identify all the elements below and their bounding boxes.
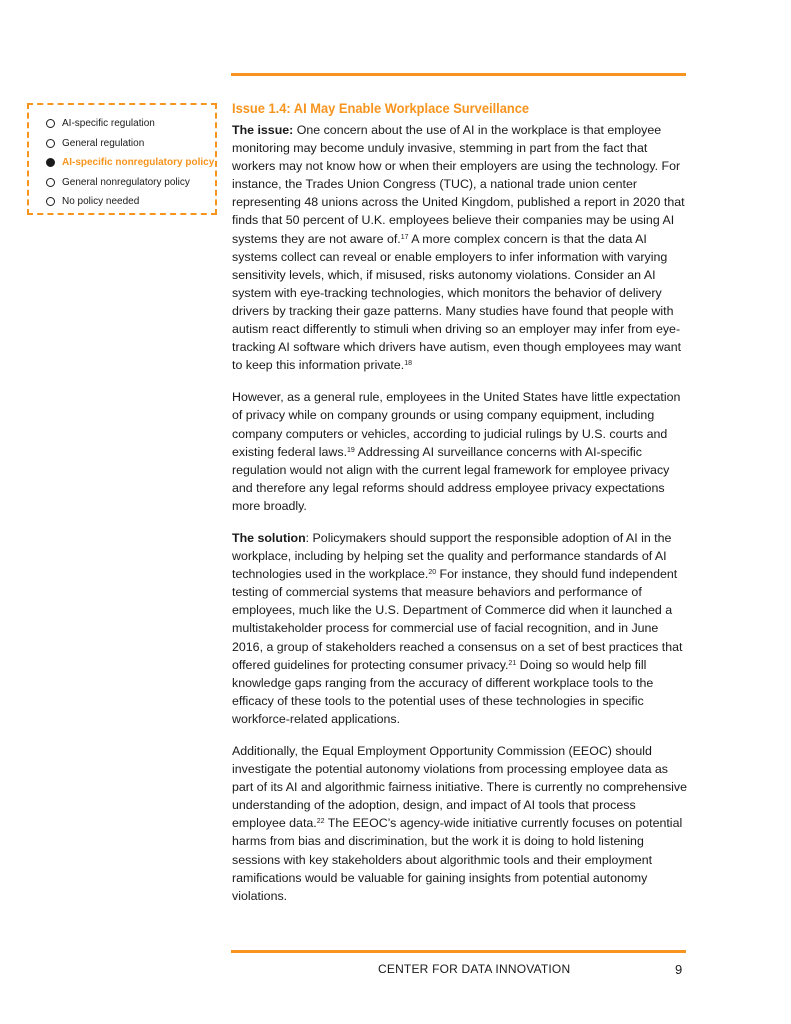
paragraph-text: Addressing AI surveillance concerns with AI-specific regulation would not align with the current legal framework for employee privacy and therefore any legal reforms should address employee privacy expectations more broadly. — [232, 444, 670, 513]
legend-item-label: AI-specific nonregulatory policy — [62, 157, 215, 169]
footnote-ref: 21 — [508, 659, 517, 667]
footer-publisher: CENTER FOR DATA INNOVATION — [378, 962, 571, 976]
paragraph-text: A more complex concern is that the data AI systems collect can reveal or enable employers to infer information with varying sensitivity levels, which, if misused, risks autonomy violations. Consider an AI system with eye-tracking technologies, which monitors the behavior of delivery drivers by tracking their gaze patterns. Many studies have found that people with autism react differently to stimuli when driving so an employer may infer from eye-tracking AI software which drivers have autism, even though employees may want to keep this information private. — [232, 231, 682, 373]
paragraph-text: Additionally, the Equal Employment Opportunity Commission (EEOC) should investigate the potential autonomy violations from processing employee data as part of its AI and algorithmic fairness initiative. There is currently no comprehensive understanding of the adoption, design, and impact of AI tools that process employee data. — [232, 744, 687, 831]
legend-item — [46, 173, 215, 193]
legend-item-label: AI-specific regulation — [62, 118, 155, 130]
paragraph-issue — [232, 121, 687, 374]
paragraph-solution — [232, 529, 687, 728]
paragraph-eeoc — [232, 742, 687, 905]
legend-item-label: No policy needed — [62, 196, 140, 208]
top-divider — [231, 73, 686, 76]
bottom-divider — [231, 950, 686, 953]
page-number: 9 — [675, 962, 683, 977]
paragraph-text: One concern about the use of AI in the workplace is that employee monitoring may become unduly invasive, stemming in part from the fact that workers may not know how or when their employers are using the technology. For instance, the Trades Union Congress (TUC), a national trade union center representing 48 unions across the United Kingdom, published a report in 2020 that finds that 50 percent of U.K. employees believe their companies may be using AI systems they are not aware of. — [232, 123, 685, 246]
legend-item-active — [46, 153, 215, 173]
footnote-ref: 18 — [404, 360, 412, 368]
footnote-ref: 22 — [316, 818, 325, 826]
legend-item — [46, 114, 215, 134]
paragraph-text: : Policymakers should support the responsible adoption of AI in the workplace, including by helping set the quality and performance standards of AI technologies used in the workplace. — [232, 530, 672, 582]
issue-lead: The issue: — [232, 123, 294, 137]
paragraph-privacy — [232, 388, 687, 515]
paragraph-text: Doing so would help fill knowledge gaps ranging from the accuracy of different workplace tools to the efficacy of these tools to the potential uses of these technologies in specific workforce-related applications. — [232, 657, 654, 726]
footnote-ref: 17 — [400, 233, 409, 241]
legend-item-label: General regulation — [62, 137, 145, 149]
footnote-ref: 20 — [428, 569, 437, 577]
empty-circle-icon — [46, 139, 55, 148]
policy-legend — [27, 103, 217, 215]
footnote-ref: 19 — [347, 446, 355, 454]
paragraph-text: However, as a general rule, employees in the United States have little expectation of privacy while on company grounds or using company equipment, including company computers or vehicles, according to judicial rulings by U.S. courts and existing federal laws. — [232, 390, 681, 459]
solution-lead: The solution — [232, 530, 306, 545]
legend-item-label: General nonregulatory policy — [62, 176, 190, 188]
filled-circle-icon — [46, 158, 55, 167]
empty-circle-icon — [46, 119, 55, 128]
legend-item — [46, 134, 215, 154]
legend-item — [46, 192, 215, 212]
paragraph-text: The EEOC’s agency-wide initiative currently focuses on potential harms from bias and discrimination, but the work it is doing to hold listening sessions with key stakeholders about algorithmic tools and their employment ramifications would be valuable for gaining insights from potential autonomy violations. — [232, 816, 683, 903]
main-content — [232, 100, 687, 919]
empty-circle-icon — [46, 178, 55, 187]
section-heading: Issue 1.4: AI May Enable Workplace Surveillance — [232, 100, 530, 116]
empty-circle-icon — [46, 197, 55, 206]
paragraph-text: For instance, they should fund independent testing of commercial systems that measure behaviors and performance of employees, much like the U.S. Department of Commerce did when it launched a multistakeholder process for commercial use of facial recognition, and in June 2016, a group of stakeholders reached a consensus on a set of best practices that offered guidelines for protecting consumer privacy. — [232, 567, 683, 672]
